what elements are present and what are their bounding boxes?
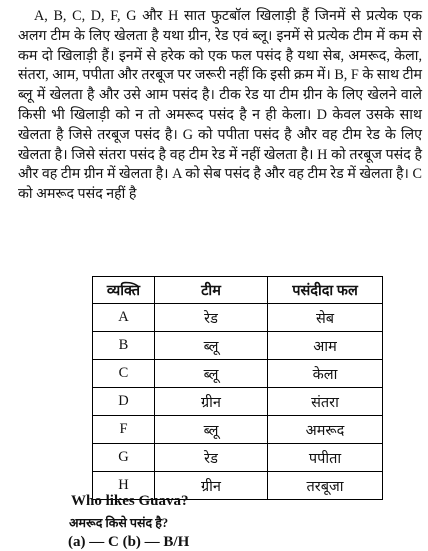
cell-person: G [93, 444, 155, 472]
cell-person: A [93, 304, 155, 332]
cell-team: ग्रीन [155, 472, 268, 500]
question-hindi: अमरूद किसे पसंद है? [69, 516, 169, 530]
cell-fruit: तरबूजा [268, 472, 383, 500]
cell-fruit: सेब [268, 304, 383, 332]
table-header-row [93, 277, 383, 304]
puzzle-passage: A, B, C, D, F, G और H सात फुटबॉल खिलाड़ी हैं जिनमें से प्रत्येक एक अलग टीम के लिए खेलता है यथा ग्रीन, रेड एवं ब्लू। इनमें से प्रत्येक टीम में कम से कम दो खिलाड़ी हैं। इनमें से हरेक को एक फल पसंद है यथा सेब, अमरूद, केला, संतरा, आम, पपीता और तरबूज पर जरूरी नहीं कि इसी क्रम में। B, F के साथ टीम ब्लू में खेलता है और उसे आम पसंद है। टीक रेड या टीम ग्रीन के लिए खेलने वाले किसी भी खिलाड़ी को न तो अमरूद पसंद है न ही केला। D केवल उसके साथ खेलता है जिसे तरबूज पसंद है। G को पपीता पसंद है और वह टीम रेड के लिए खेलता है। जिसे संतरा पसंद है वह टीम रेड में नहीं खेलता है। H को तरबूज पसंद है और वह टीम ग्रीन में खेलता है। A को सेब पसंद है और वह टीम रेड में खेलता है। C को अमरूद पसंद नहीं है [18, 8, 422, 203]
header-person: व्यक्ति [93, 277, 155, 304]
cell-fruit: केला [268, 360, 383, 388]
answer-options: (a) — C (b) — B/H [68, 534, 190, 550]
cell-person: B [93, 332, 155, 360]
cell-person: D [93, 388, 155, 416]
header-fruit: पसंदीदा फल [268, 277, 383, 304]
cell-fruit: अमरूद [268, 416, 383, 444]
cell-team: ब्लू [155, 332, 268, 360]
table-row [93, 416, 383, 444]
solution-table [92, 276, 383, 500]
cell-team: रेड [155, 444, 268, 472]
cell-fruit: पपीता [268, 444, 383, 472]
cell-person: H [93, 472, 155, 500]
table-row [93, 444, 383, 472]
header-team: टीम [155, 277, 268, 304]
table-row [93, 332, 383, 360]
cell-fruit: संतरा [268, 388, 383, 416]
cell-team: ग्रीन [155, 388, 268, 416]
cell-person: C [93, 360, 155, 388]
cell-fruit: आम [268, 332, 383, 360]
table-row [93, 304, 383, 332]
table-row [93, 360, 383, 388]
cell-team: ब्लू [155, 360, 268, 388]
cell-team: ब्लू [155, 416, 268, 444]
question-english: Who likes Guava? [71, 493, 189, 509]
table-row [93, 388, 383, 416]
cell-person: F [93, 416, 155, 444]
cell-team: रेड [155, 304, 268, 332]
